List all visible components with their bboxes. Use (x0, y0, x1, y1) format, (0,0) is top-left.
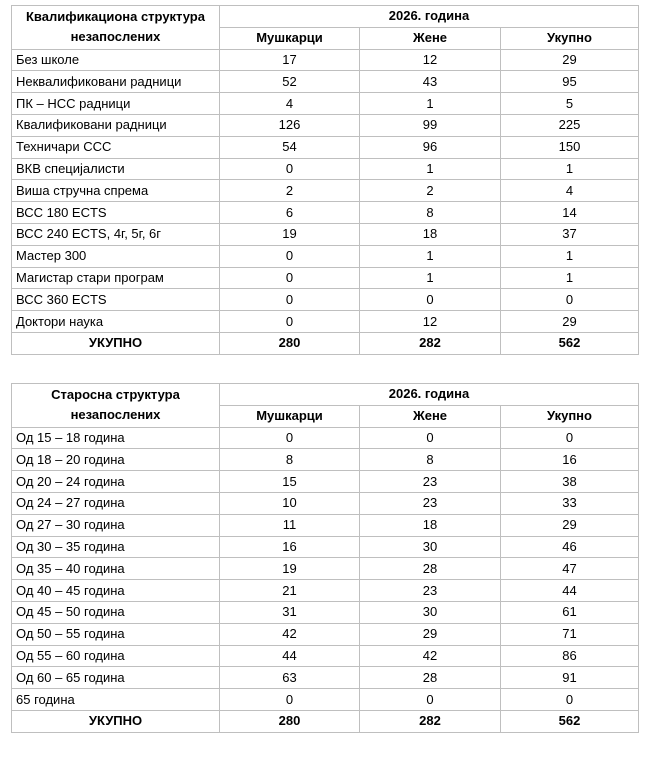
table-row (12, 49, 639, 71)
cell-women: 1 (360, 267, 501, 289)
table-header-label: Квалификациона структура незапослених (12, 6, 220, 50)
cell-men: 0 (220, 311, 360, 333)
column-header-men: Мушкарци (220, 405, 360, 427)
table-row (12, 449, 639, 471)
cell-women: 23 (360, 580, 501, 602)
cell-men: 17 (220, 49, 360, 71)
year-header: 2026. година (220, 384, 639, 406)
table-body (12, 6, 639, 355)
age-structure-table (11, 383, 639, 733)
cell-total: 29 (501, 311, 639, 333)
cell-total: 91 (501, 667, 639, 689)
table-header-row (12, 384, 639, 406)
cell-total: 44 (501, 580, 639, 602)
cell-men: 16 (220, 536, 360, 558)
cell-total: 47 (501, 558, 639, 580)
cell-men: 21 (220, 580, 360, 602)
table-row (12, 427, 639, 449)
row-label: Од 15 – 18 година (12, 427, 220, 449)
cell-women: 30 (360, 536, 501, 558)
total-row (12, 710, 639, 732)
cell-women: 0 (360, 289, 501, 311)
cell-total: 46 (501, 536, 639, 558)
cell-men: 44 (220, 645, 360, 667)
cell-men: 4 (220, 93, 360, 115)
cell-men: 19 (220, 223, 360, 245)
table-row (12, 136, 639, 158)
cell-women: 43 (360, 71, 501, 93)
table-row (12, 689, 639, 711)
cell-total: 4 (501, 180, 639, 202)
cell-women: 12 (360, 49, 501, 71)
cell-women: 1 (360, 158, 501, 180)
row-label: Од 60 – 65 година (12, 667, 220, 689)
cell-total: 37 (501, 223, 639, 245)
total-women: 282 (360, 332, 501, 354)
cell-total: 71 (501, 623, 639, 645)
row-label: Магистар стари програм (12, 267, 220, 289)
row-label: Мастер 300 (12, 245, 220, 267)
table-row (12, 93, 639, 115)
cell-total: 1 (501, 245, 639, 267)
cell-women: 30 (360, 601, 501, 623)
column-header-total: Укупно (501, 27, 639, 49)
row-label: ВСС 180 ECTS (12, 202, 220, 224)
cell-total: 38 (501, 471, 639, 493)
cell-total: 5 (501, 93, 639, 115)
total-women: 282 (360, 710, 501, 732)
year-header: 2026. година (220, 6, 639, 28)
cell-women: 1 (360, 245, 501, 267)
qualification-structure-table (11, 5, 639, 355)
cell-total: 29 (501, 514, 639, 536)
row-label: Од 27 – 30 година (12, 514, 220, 536)
cell-women: 18 (360, 514, 501, 536)
row-label: Неквалификовани радници (12, 71, 220, 93)
row-label: ВКВ специјалисти (12, 158, 220, 180)
table-row (12, 267, 639, 289)
row-label: Од 24 – 27 година (12, 492, 220, 514)
cell-women: 18 (360, 223, 501, 245)
table-row (12, 223, 639, 245)
table-row (12, 580, 639, 602)
table-row (12, 289, 639, 311)
cell-men: 126 (220, 114, 360, 136)
cell-women: 1 (360, 93, 501, 115)
table-row (12, 71, 639, 93)
cell-men: 0 (220, 427, 360, 449)
column-header-women: Жене (360, 27, 501, 49)
row-label: ПК – НСС радници (12, 93, 220, 115)
row-label: ВСС 360 ECTS (12, 289, 220, 311)
cell-women: 96 (360, 136, 501, 158)
table-row (12, 245, 639, 267)
cell-total: 61 (501, 601, 639, 623)
cell-women: 8 (360, 202, 501, 224)
cell-total: 14 (501, 202, 639, 224)
row-label: Од 50 – 55 година (12, 623, 220, 645)
row-label: Техничари ССС (12, 136, 220, 158)
table-row (12, 471, 639, 493)
cell-women: 8 (360, 449, 501, 471)
cell-men: 63 (220, 667, 360, 689)
cell-women: 2 (360, 180, 501, 202)
table-row (12, 114, 639, 136)
cell-total: 0 (501, 689, 639, 711)
table-row (12, 645, 639, 667)
cell-total: 16 (501, 449, 639, 471)
cell-women: 42 (360, 645, 501, 667)
cell-men: 52 (220, 71, 360, 93)
cell-men: 15 (220, 471, 360, 493)
table-row (12, 601, 639, 623)
cell-women: 0 (360, 427, 501, 449)
cell-total: 33 (501, 492, 639, 514)
cell-women: 28 (360, 667, 501, 689)
cell-total: 150 (501, 136, 639, 158)
table-row (12, 514, 639, 536)
total-men: 280 (220, 332, 360, 354)
cell-total: 1 (501, 158, 639, 180)
total-row (12, 332, 639, 354)
cell-women: 28 (360, 558, 501, 580)
table-row (12, 558, 639, 580)
row-label: Од 30 – 35 година (12, 536, 220, 558)
cell-men: 0 (220, 158, 360, 180)
total-total: 562 (501, 332, 639, 354)
row-label: Од 40 – 45 година (12, 580, 220, 602)
cell-men: 10 (220, 492, 360, 514)
cell-women: 99 (360, 114, 501, 136)
cell-men: 2 (220, 180, 360, 202)
table-row (12, 492, 639, 514)
cell-women: 29 (360, 623, 501, 645)
row-label: ВСС 240 ECTS, 4г, 5г, 6г (12, 223, 220, 245)
row-label: Од 20 – 24 година (12, 471, 220, 493)
total-label: УКУПНО (12, 710, 220, 732)
cell-total: 95 (501, 71, 639, 93)
table-row (12, 623, 639, 645)
row-label: Виша стручна спрема (12, 180, 220, 202)
table-body (12, 384, 639, 733)
cell-women: 0 (360, 689, 501, 711)
cell-total: 0 (501, 427, 639, 449)
table-row (12, 180, 639, 202)
row-label: Квалификовани радници (12, 114, 220, 136)
cell-men: 11 (220, 514, 360, 536)
cell-men: 0 (220, 689, 360, 711)
cell-women: 23 (360, 492, 501, 514)
cell-total: 1 (501, 267, 639, 289)
cell-men: 0 (220, 245, 360, 267)
column-header-men: Мушкарци (220, 27, 360, 49)
table-row (12, 202, 639, 224)
total-label: УКУПНО (12, 332, 220, 354)
cell-men: 8 (220, 449, 360, 471)
table-header-row (12, 6, 639, 28)
cell-total: 29 (501, 49, 639, 71)
cell-women: 23 (360, 471, 501, 493)
cell-men: 0 (220, 289, 360, 311)
column-header-women: Жене (360, 405, 501, 427)
cell-men: 6 (220, 202, 360, 224)
table-header-label: Старосна структура незапослених (12, 384, 220, 428)
cell-women: 12 (360, 311, 501, 333)
cell-total: 0 (501, 289, 639, 311)
cell-men: 54 (220, 136, 360, 158)
row-label: Од 45 – 50 година (12, 601, 220, 623)
cell-men: 0 (220, 267, 360, 289)
row-label: Од 35 – 40 година (12, 558, 220, 580)
cell-men: 31 (220, 601, 360, 623)
row-label: 65 година (12, 689, 220, 711)
row-label: Доктори наука (12, 311, 220, 333)
cell-total: 225 (501, 114, 639, 136)
row-label: Од 18 – 20 година (12, 449, 220, 471)
table-row (12, 311, 639, 333)
cell-men: 42 (220, 623, 360, 645)
total-total: 562 (501, 710, 639, 732)
total-men: 280 (220, 710, 360, 732)
cell-total: 86 (501, 645, 639, 667)
row-label: Од 55 – 60 година (12, 645, 220, 667)
row-label: Без школе (12, 49, 220, 71)
table-row (12, 536, 639, 558)
column-header-total: Укупно (501, 405, 639, 427)
table-row (12, 158, 639, 180)
table-row (12, 667, 639, 689)
cell-men: 19 (220, 558, 360, 580)
